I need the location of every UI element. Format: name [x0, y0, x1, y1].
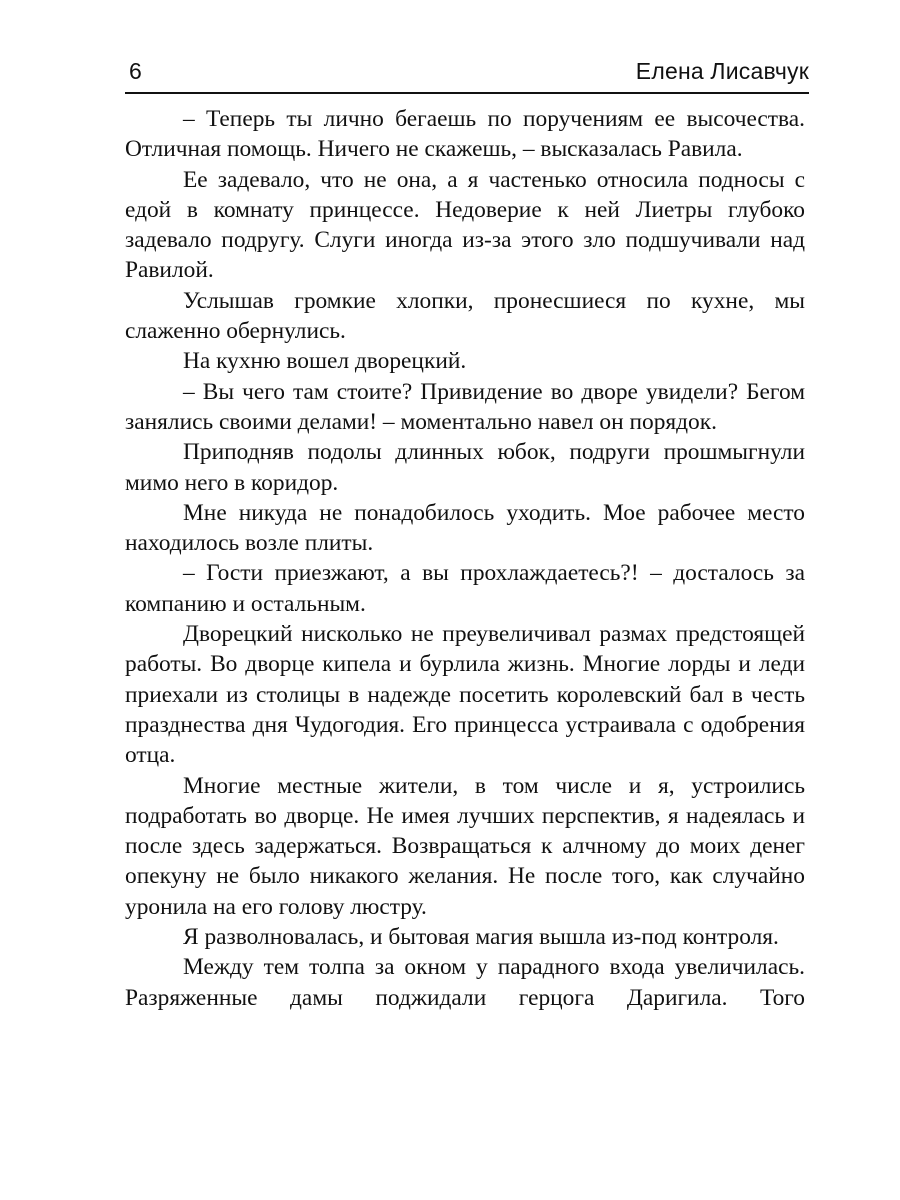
paragraph: Услышав громкие хлопки, пронесшиеся по кухне, мы слаженно обернулись. — [125, 287, 805, 345]
body-text — [125, 104, 805, 1013]
paragraph: – Теперь ты лично бегаешь по поручениям ее высочества. Отличная помощь. Ничего не скажешь, – высказалась Равила. — [125, 106, 805, 163]
page-number: 6 — [129, 58, 143, 84]
paragraph: Я разволновалась, и бытовая магия вышла из-под контроля. — [183, 924, 779, 951]
paragraph: Приподняв подолы длинных юбок, подруги прошмыгнули мимо него в коридор. — [125, 439, 805, 496]
page-header — [125, 56, 809, 94]
paragraph: На кухню вошел дворецкий. — [183, 348, 467, 375]
paragraph: Ее задевало, что не она, а я частенько относила подносы с едой в комнату принцессе. Недоверие к ней Лиетры глубоко задевало подругу. Слуги иногда из-за этого зло подшучивали над Равилой. — [125, 166, 805, 284]
paragraph: – Вы чего там стоите? Привидение во дворе увидели? Бегом занялись своими делами! – моментально навел он порядок. — [125, 378, 805, 435]
author-running-head: Елена Лисавчук — [635, 58, 809, 84]
paragraph: Мне никуда не понадобилось уходить. Мое рабочее место находилось возле плиты. — [125, 499, 805, 557]
paragraph: Дворецкий нисколько не преувеличивал размах предстоящей работы. Во дворце кипела и бурлила жизнь. Многие лорды и леди приехали из столицы в надежде посетить королевский бал в честь празднества дня Чудогодия. Его принцесса устраивала с одобрения отца. — [125, 621, 805, 769]
paragraph: Между тем толпа за окном у парадного входа увеличилась. Разряженные дамы поджидали герцога Даригила. Того — [125, 954, 805, 1011]
paragraph: Многие местные жители, в том числе и я, устроились подработать во дворце. Не имея лучших перспектив, я надеялась и после здесь задержаться. Возвращаться к алчному до моих денег опекуну не было никакого желания. Не после того, как случайно уронила на его голову люстру. — [125, 772, 805, 920]
paragraph: – Гости приезжают, а вы прохлаждаетесь?! – досталось за компанию и остальным. — [125, 560, 805, 617]
